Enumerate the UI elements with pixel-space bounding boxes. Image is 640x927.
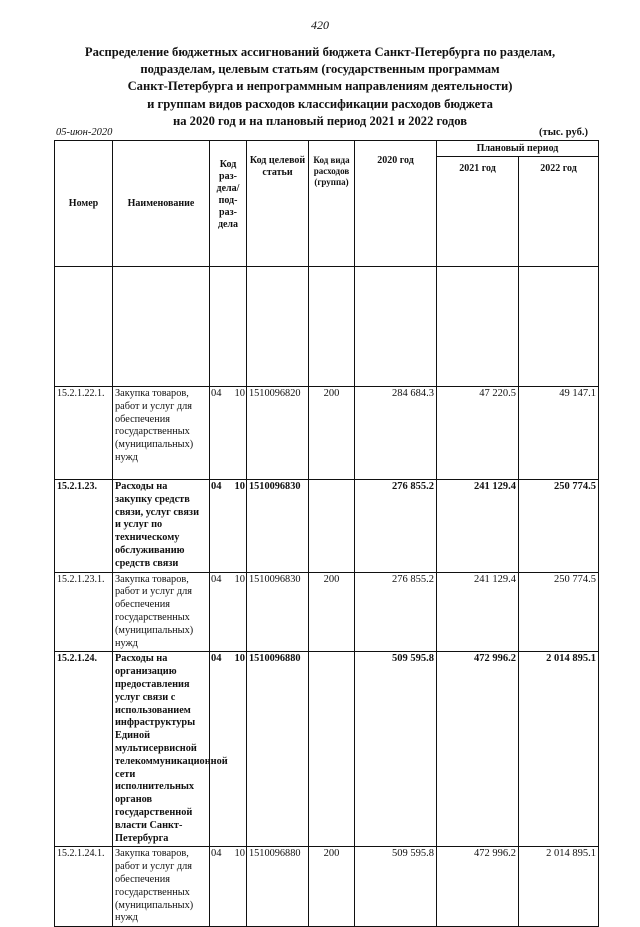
- cell-2020: 276 855.2: [355, 480, 437, 573]
- cell-2021: 241 129.4: [437, 480, 519, 573]
- cell-subsection-code: 10: [234, 481, 245, 492]
- table-row: [55, 387, 599, 480]
- cell-name: Расходы на организацию предоставления услуг связи с использованием инфраструктуры Единой мультисервисной телекоммуникационной сети исполнительных органов государственной власти Санкт-Петербурга: [113, 652, 210, 847]
- cell-name: Закупка товаров, работ и услуг для обеспечения государственных (муниципальных) нужд: [113, 847, 210, 927]
- cell-type: 200: [309, 847, 355, 927]
- title-line: подразделам, целевым статьям (государственным программам: [140, 62, 500, 77]
- cell-type: [309, 652, 355, 847]
- cell-type: [309, 480, 355, 573]
- table-row-blank: [55, 267, 599, 387]
- header-2021: 2021 год: [437, 157, 519, 267]
- units-label: (тыс. руб.): [539, 127, 588, 138]
- cell-2020: 284 684.3: [355, 387, 437, 480]
- budget-table: [54, 140, 599, 927]
- cell-section: [210, 572, 247, 652]
- cell-target: 1510096830: [247, 572, 309, 652]
- document-date: 05-июн-2020: [56, 127, 113, 138]
- title-line: на 2020 год и на плановый период 2021 и 2022 годов: [172, 113, 468, 128]
- cell-name: Закупка товаров, работ и услуг для обеспечения государственных (муниципальных) нужд: [113, 572, 210, 652]
- cell-section: [210, 480, 247, 573]
- cell-target: 1510096830: [247, 480, 309, 573]
- title-line: Санкт-Петербурга и непрограммным направлениям деятельности): [127, 79, 513, 94]
- cell-section: [210, 387, 247, 480]
- cell-2022: 250 774.5: [519, 572, 599, 652]
- cell-target: 1510096820: [247, 387, 309, 480]
- cell-number: 15.2.1.24.: [55, 652, 113, 847]
- page-number: 420: [311, 18, 329, 32]
- cell-section-code: 04: [211, 848, 222, 860]
- table-row: [55, 652, 599, 847]
- cell-2020: 509 595.8: [355, 652, 437, 847]
- cell-2020: 509 595.8: [355, 847, 437, 927]
- table-row: [55, 572, 599, 652]
- cell-type: 200: [309, 572, 355, 652]
- cell-section: [210, 652, 247, 847]
- cell-type: 200: [309, 387, 355, 480]
- cell-section: [210, 847, 247, 927]
- cell-target: 1510096880: [247, 652, 309, 847]
- cell-section-code: 04: [211, 481, 222, 492]
- cell-2020: 276 855.2: [355, 572, 437, 652]
- document-title: [40, 44, 600, 130]
- cell-number: 15.2.1.22.1.: [55, 387, 113, 480]
- cell-2021: 472 996.2: [437, 847, 519, 927]
- header-type: Код вида расходов (группа): [309, 141, 355, 267]
- cell-2021: 241 129.4: [437, 572, 519, 652]
- cell-subsection-code: 10: [234, 848, 245, 860]
- table-row: [55, 480, 599, 573]
- cell-name: Расходы на закупку средств связи, услуг связи и услуг по техническому обслуживанию средств связи: [113, 480, 210, 573]
- cell-2022: 2 014 895.1: [519, 652, 599, 847]
- cell-section-code: 04: [211, 653, 222, 665]
- cell-number: 15.2.1.23.: [55, 480, 113, 573]
- cell-2022: 49 147.1: [519, 387, 599, 480]
- cell-number: 15.2.1.24.1.: [55, 847, 113, 927]
- cell-subsection-code: 10: [234, 573, 245, 585]
- header-target: Код целевой статьи: [247, 141, 309, 267]
- table-body: [55, 267, 599, 927]
- cell-subsection-code: 10: [234, 388, 245, 399]
- header-number: Номер: [55, 141, 113, 267]
- cell-2022: 2 014 895.1: [519, 847, 599, 927]
- header-2020: 2020 год: [355, 141, 437, 267]
- table-row: [55, 847, 599, 927]
- cell-section-code: 04: [211, 388, 222, 399]
- cell-section-code: 04: [211, 573, 222, 585]
- header-planned-period: Плановый период: [437, 141, 599, 157]
- title-line: Распределение бюджетных ассигнований бюджета Санкт-Петербурга по разделам,: [84, 45, 556, 59]
- cell-2021: 472 996.2: [437, 652, 519, 847]
- header-name: Наименование: [113, 141, 210, 267]
- cell-2022: 250 774.5: [519, 480, 599, 573]
- cell-subsection-code: 10: [234, 653, 245, 665]
- cell-2021: 47 220.5: [437, 387, 519, 480]
- cell-target: 1510096880: [247, 847, 309, 927]
- cell-number: 15.2.1.23.1.: [55, 572, 113, 652]
- title-line: и группам видов расходов классификации расходов бюджета: [147, 96, 493, 111]
- header-2022: 2022 год: [519, 157, 599, 267]
- cell-name: Закупка товаров, работ и услуг для обеспечения государственных (муниципальных) нужд: [113, 387, 210, 480]
- header-section: Код раз-дела/ под-раз-дела: [210, 141, 247, 267]
